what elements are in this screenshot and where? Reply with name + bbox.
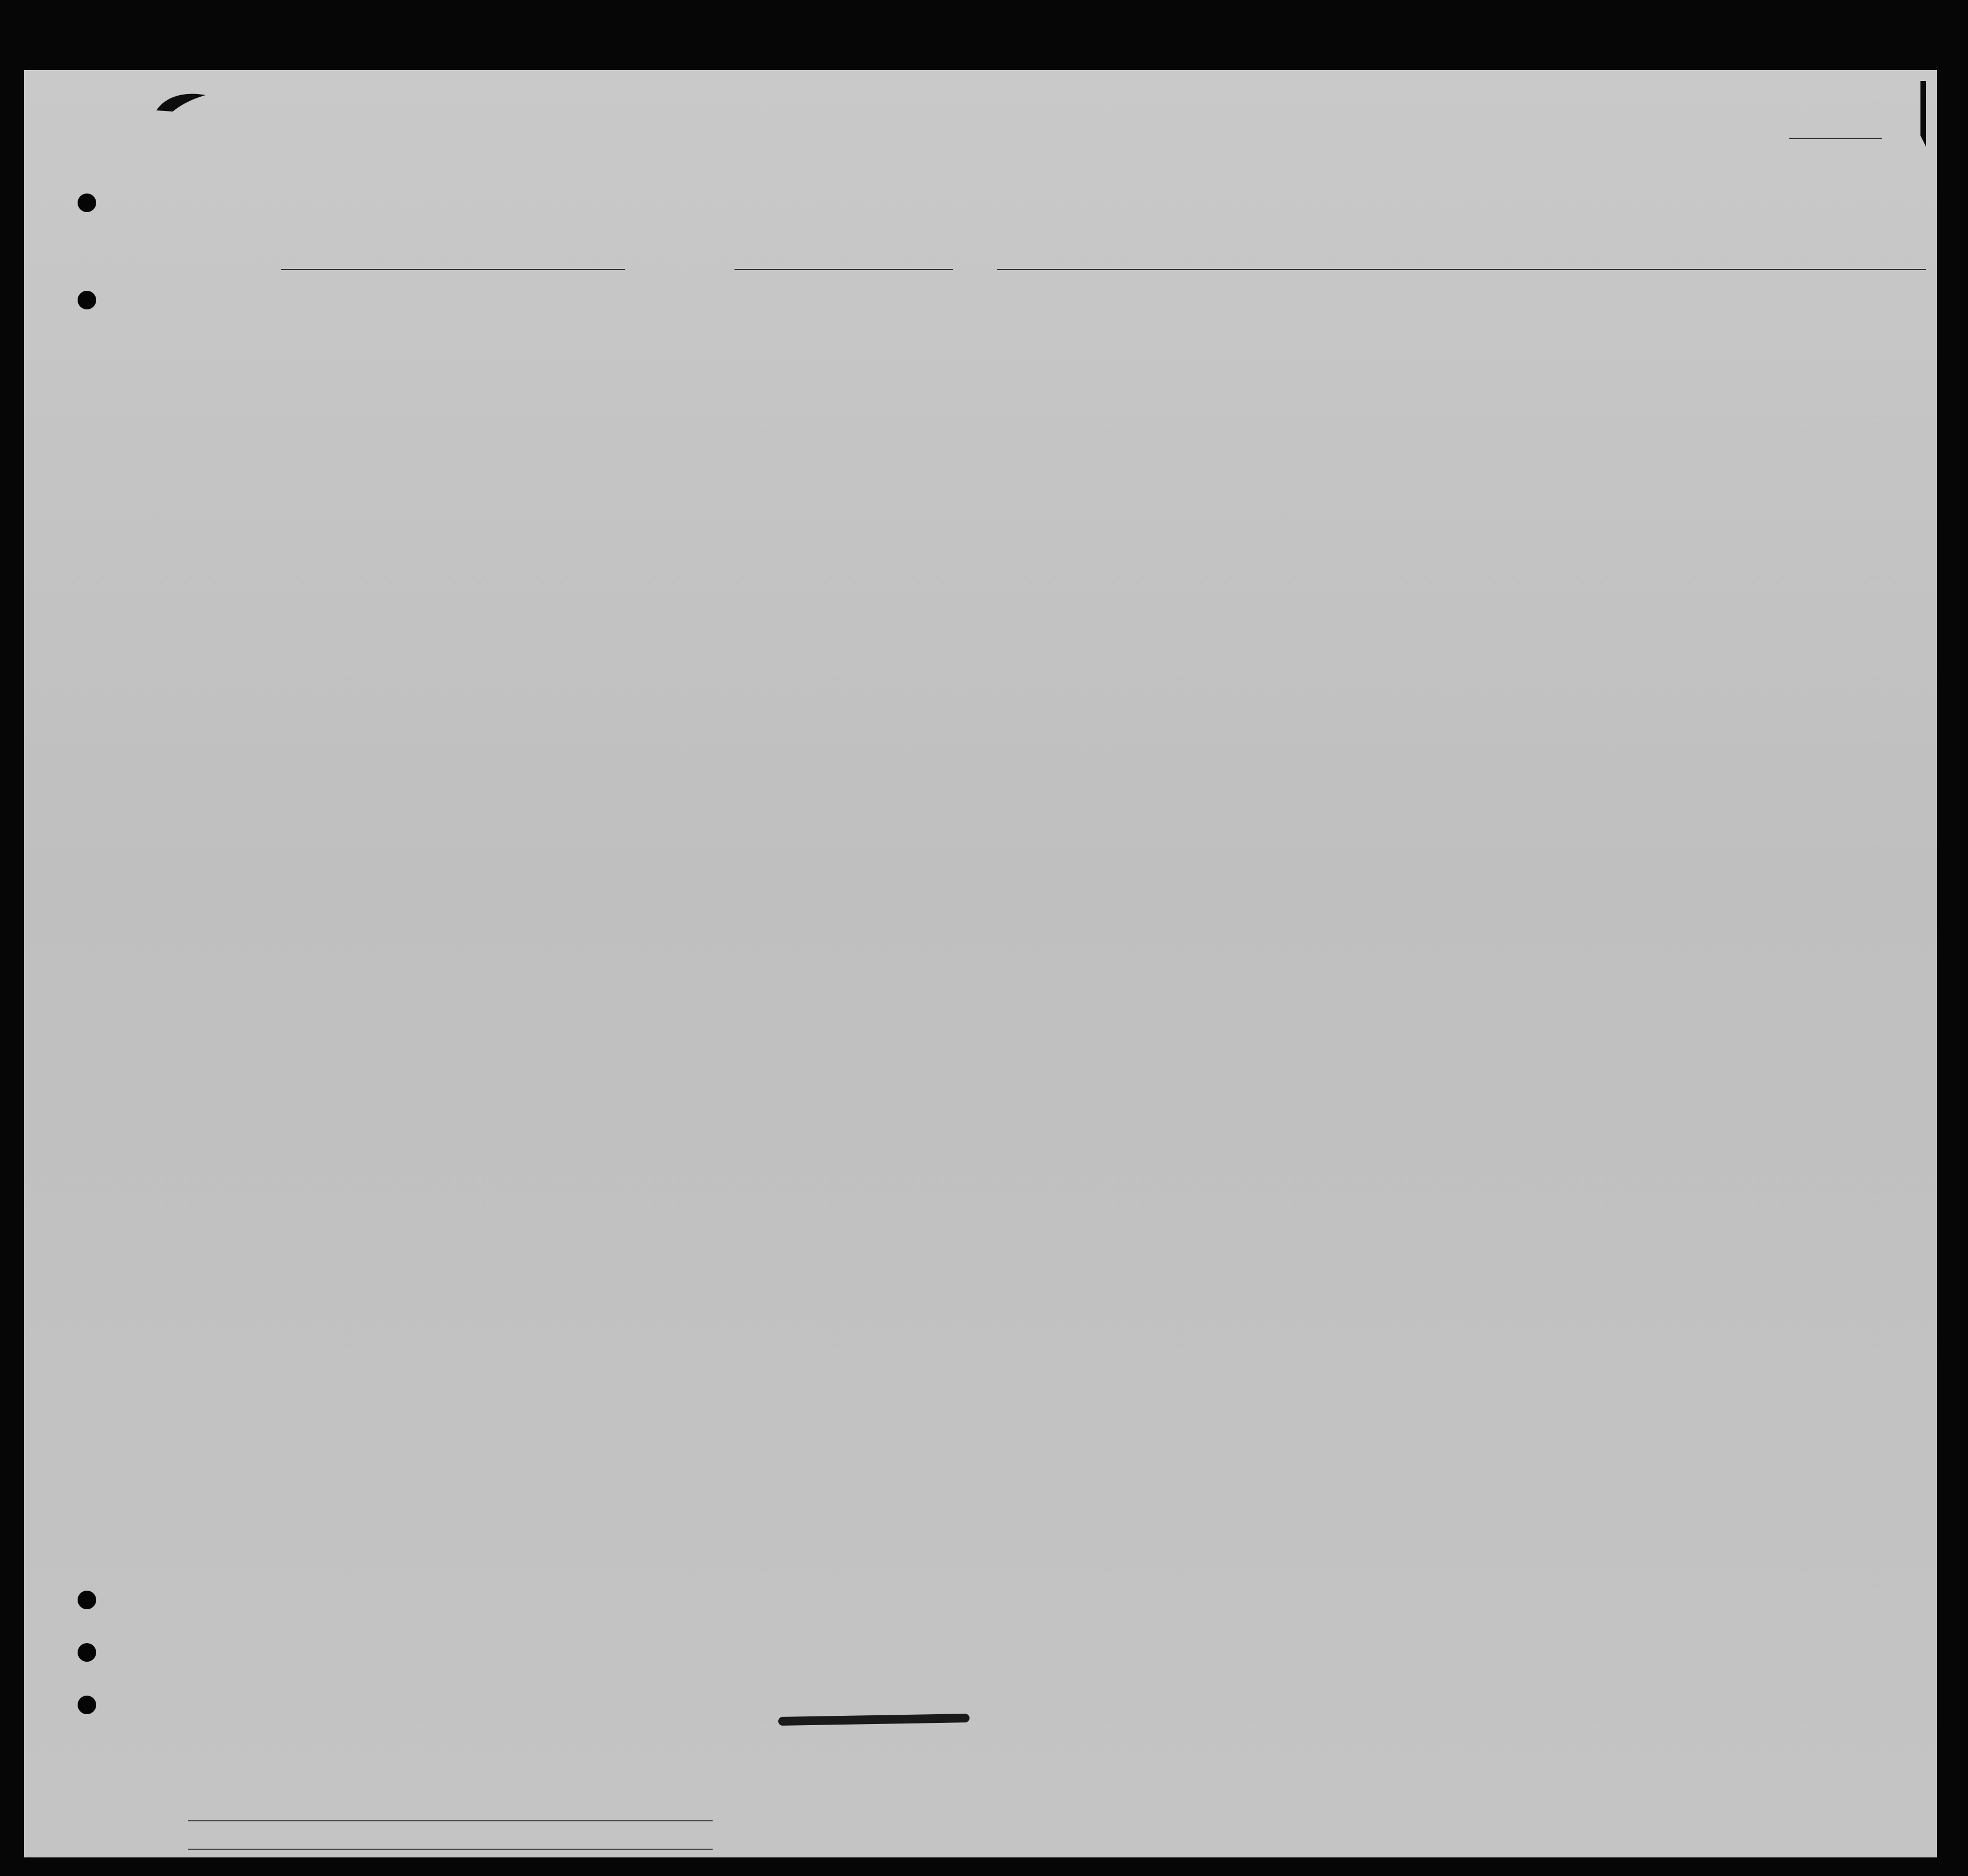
- owners-underline: [188, 1849, 713, 1850]
- line-underline: [188, 1820, 713, 1821]
- manifest-sheet: [24, 70, 1937, 1857]
- manifest-grid: [24, 70, 1937, 1857]
